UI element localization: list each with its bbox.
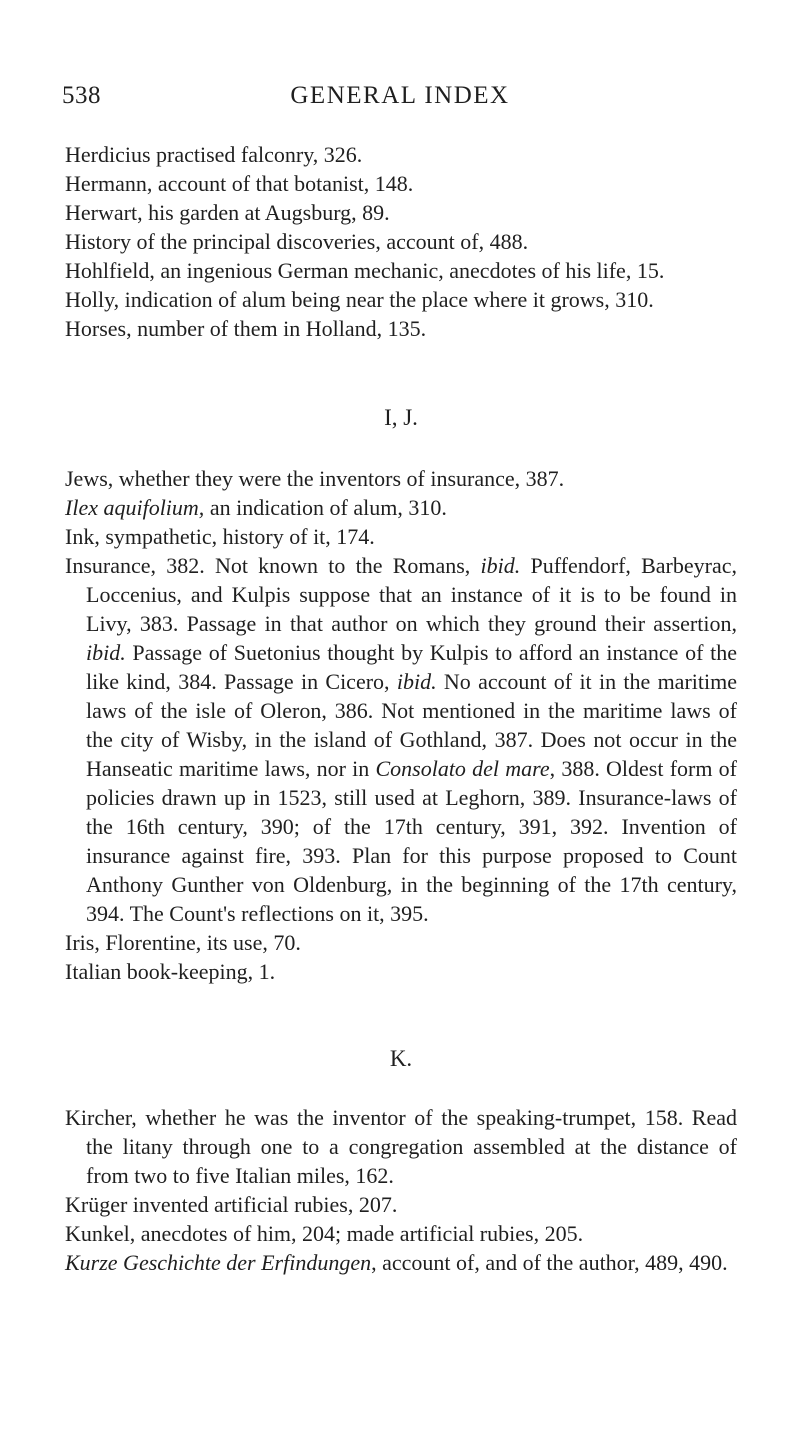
index-entry-jews: Jews, whether they were the inventors of insurance, 387. — [65, 466, 565, 491]
consolato-title: Consolato del mare — [375, 756, 550, 781]
ilex-term: Ilex aquifolium, — [65, 495, 205, 520]
index-entry-holly: Holly, indication of alum being near the place where it grows, 310. — [65, 287, 654, 312]
running-title: GENERAL INDEX — [290, 82, 510, 109]
index-entry-hohlfield: Hohlfield, an ingenious German mechanic, anecdotes of his life, 15. — [65, 258, 665, 283]
section-heading-k: K. — [389, 1046, 413, 1071]
kurze-title: Kurze Geschichte der Erfindungen — [65, 1250, 372, 1275]
index-content — [65, 140, 737, 1277]
index-entry-ink: Ink, sympathetic, history of it, 174. — [65, 524, 375, 549]
index-entry-insurance: Insurance, 382. Not known to the Romans, ibid. Puffendorf, Barbeyrac, Loccenius, and Kulpis suppose that an instance of it is to be found in Livy, 383. Passage in that author on which they ground their assertion, ibid. Passage of Suetonius thought by Kulpis to afford an instance of the like kind, 384. Passage in Cicero, ibid. No account of it in the maritime laws of the isle of Oleron, 386. Not mentioned in the maritime laws of the city of Wisby, in the island of Gothland, 387. Does not occur in the Hanseatic maritime laws, nor in Consolato del mare, 388. Oldest form of policies drawn up in 1523, still used at Leghorn, 389. Insurance-laws of the 16th century, 390; of the 17th century, 391, 392. Invention of insurance against fire, 393. Plan for this purpose proposed to Count Anthony Gunther von Oldenburg, in the beginning of the 17th century, 394. The Count's reflections on it, 395. — [65, 553, 737, 926]
index-entry-ilex: Ilex aquifolium, an indication of alum, 310. — [65, 495, 447, 520]
index-entry-iris: Iris, Florentine, its use, 70. — [65, 930, 301, 955]
index-entry-kurze: Kurze Geschichte der Erfindungen, account of, and of the author, 489, 490. — [65, 1250, 728, 1275]
section-heading-ij: I, J. — [384, 405, 418, 430]
index-entry-horses: Horses, number of them in Holland, 135. — [65, 316, 427, 341]
index-entry-herwart: Herwart, his garden at Augsburg, 89. — [65, 200, 390, 225]
index-entry-kruger: Krüger invented artificial rubies, 207. — [65, 1192, 398, 1217]
index-entry-hermann: Hermann, account of that botanist, 148. — [65, 171, 414, 196]
running-head — [62, 82, 738, 118]
index-entry-kircher: Kircher, whether he was the inventor of the speaking-trumpet, 158. Read the litany through one to a congregation assembled at the distance of from two to five Italian miles, 162. — [65, 1105, 737, 1188]
index-entry-history: History of the principal discoveries, account of, 488. — [65, 229, 529, 254]
index-entry-italian: Italian book-keeping, 1. — [65, 959, 276, 984]
index-entry-herdicius: Herdicius practised falconry, 326. — [65, 142, 363, 167]
index-entry-kunkel: Kunkel, anecdotes of him, 204; made artificial rubies, 205. — [65, 1221, 584, 1246]
page-number: 538 — [62, 82, 101, 109]
